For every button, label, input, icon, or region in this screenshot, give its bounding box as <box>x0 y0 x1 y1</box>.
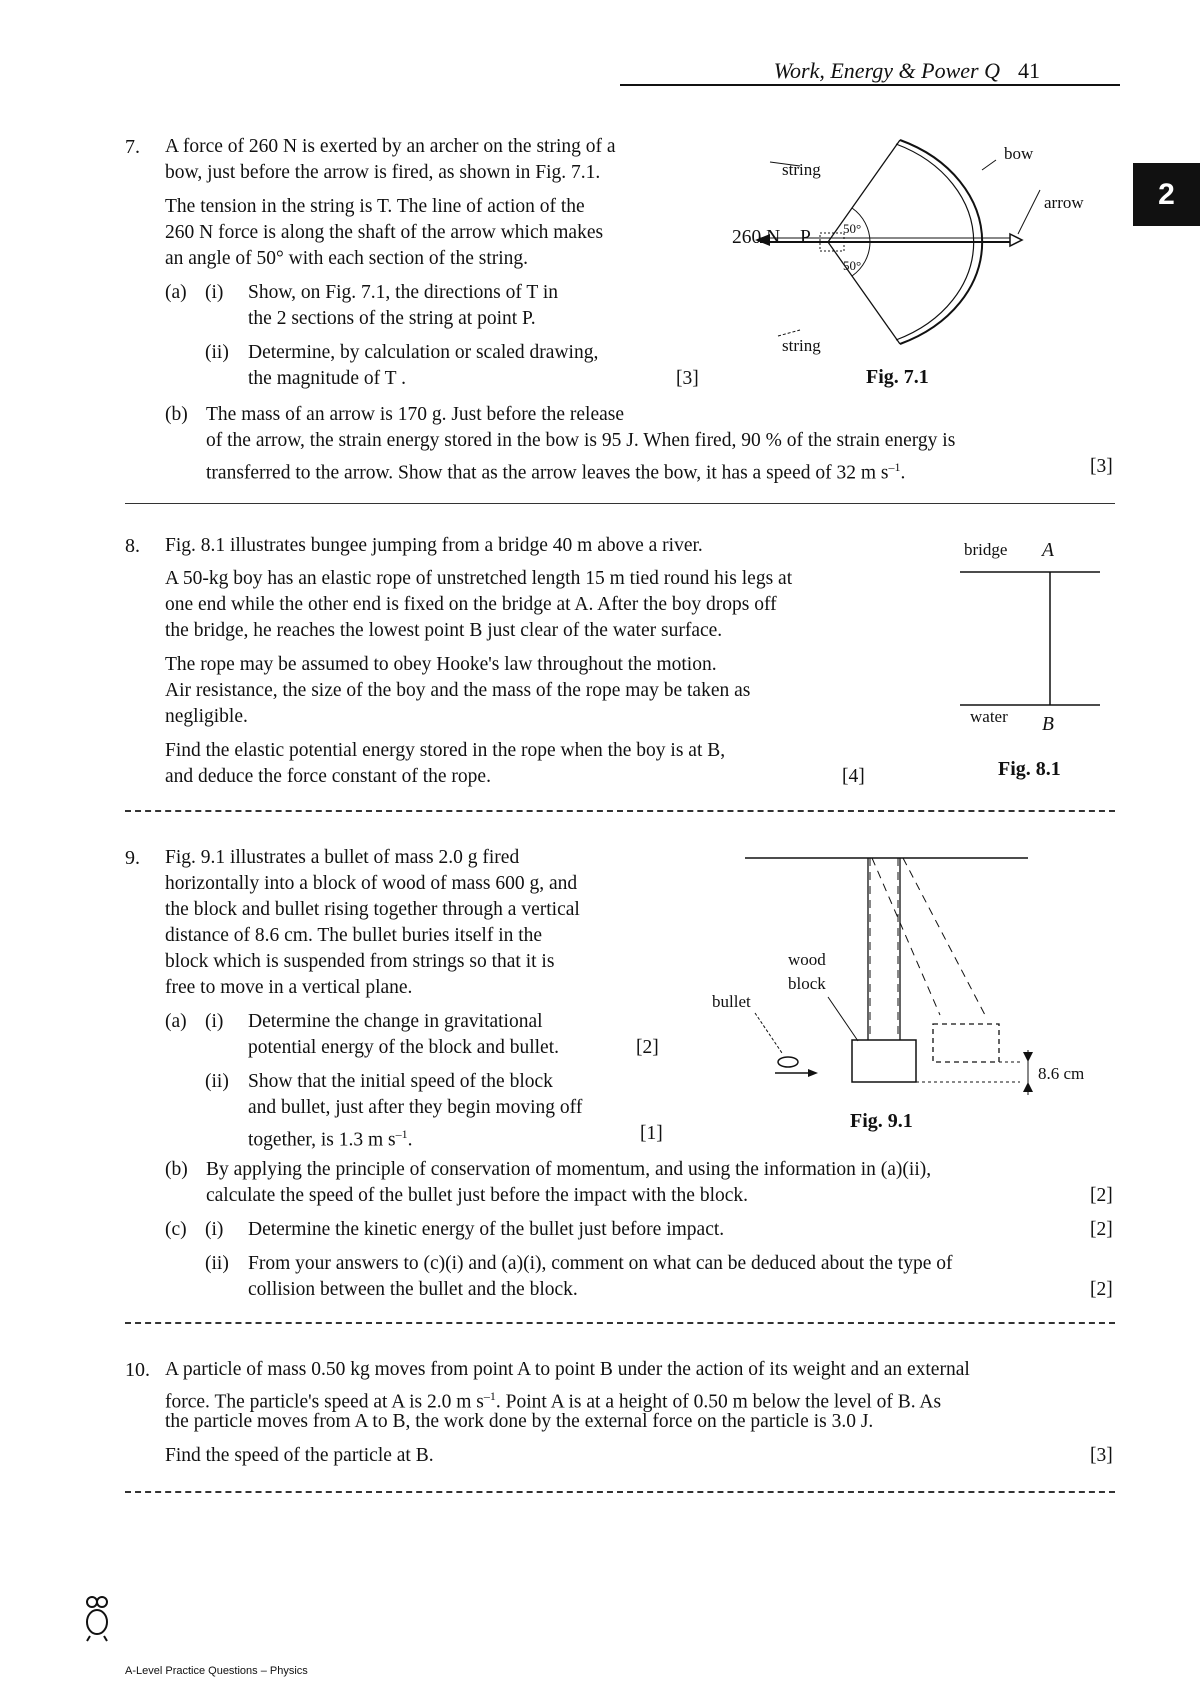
fig7-label-bow: bow <box>1004 144 1034 163</box>
fig8-label-a: A <box>1042 540 1054 561</box>
q7-line-2: bow, just before the arrow is fired, as shown in Fig. 7.1. <box>165 162 601 183</box>
q7-b-line-3: transferred to the arrow. Show that as the arrow leaves the bow, it has a speed of 32 m $s^{-1}$. <box>206 460 906 484</box>
q9-b-label: (b) <box>165 1159 188 1180</box>
page-number: 41 <box>1018 58 1040 83</box>
q9-line-4: distance of 8.6 cm. The bullet buries itself in the <box>165 925 543 946</box>
q7-b-line-2: of the arrow, the strain energy stored in the bow is 95 J. When fired, 90 % of the strain energy is <box>206 430 956 451</box>
q9-line-2: horizontally into a block of wood of mass 600 g, and <box>165 873 578 894</box>
q9-cii-line-1: From your answers to (c)(i) and (a)(i), comment on what can be deduced about the type of <box>248 1253 953 1274</box>
q7-aii-line-1: Determine, by calculation or scaled drawing, <box>248 342 599 363</box>
fig-8-1-caption: Fig. 8.1 <box>998 758 1061 780</box>
bullet-shape <box>778 1057 798 1067</box>
q8-line-1: Fig. 8.1 illustrates bungee jumping from a bridge 40 m above a river. <box>165 535 703 556</box>
q10-line-3: the particle moves from A to B, the work done by the external force on the particle is 3.0 J. <box>165 1411 874 1432</box>
string-displaced-left <box>872 858 940 1015</box>
q7-line-5: an angle of 50° with each section of the string. <box>165 248 529 269</box>
q7-a-label: (a) <box>165 282 187 303</box>
q7-a-marks: [3] <box>676 368 699 389</box>
q7-aii-label: (ii) <box>205 342 229 363</box>
q7-aii-line-2: the magnitude of T . <box>248 368 406 389</box>
q9-aii-line-1: Show that the initial speed of the block <box>248 1071 553 1092</box>
q9-ci-line: Determine the kinetic energy of the bullet just before impact. <box>248 1219 725 1240</box>
fig-9-1-caption: Fig. 9.1 <box>850 1110 913 1132</box>
q9-b-line-1: By applying the principle of conservation of momentum, and using the information in (a)(ii), <box>206 1159 932 1180</box>
q7-b-marks: [3] <box>1090 456 1113 477</box>
q9-b-line-2: calculate the speed of the bullet just before the impact with the block. <box>206 1185 749 1206</box>
q9-line-1: Fig. 9.1 illustrates a bullet of mass 2.0 g fired <box>165 847 520 868</box>
q10-marks: [3] <box>1090 1445 1113 1466</box>
q9-line-6: free to move in a vertical plane. <box>165 977 413 998</box>
q9-cii-label: (ii) <box>205 1253 229 1274</box>
q9-aii-line-3: together, is 1.3 m $s^{-1}$. <box>248 1127 413 1151</box>
fig9-label-block: block <box>788 974 826 993</box>
q9-ai-marks: [2] <box>636 1037 659 1058</box>
fig9-label-height: 8.6 cm <box>1038 1064 1085 1083</box>
fig7-label-force: 260 N <box>732 227 781 248</box>
wood-block <box>852 1040 916 1082</box>
q8-line-9: and deduce the force constant of the rope. <box>165 766 491 787</box>
q8-line-3: one end while the other end is fixed on the bridge at A. After the boy drops off <box>165 594 777 615</box>
fig-7-1-caption: Fig. 7.1 <box>866 366 929 388</box>
q7-b-line-1: The mass of an arrow is 170 g. Just before the release <box>206 404 625 425</box>
q8-line-4: the bridge, he reaches the lowest point B just clear of the water surface. <box>165 620 723 641</box>
q9-aii-label: (ii) <box>205 1071 229 1092</box>
fig7-label-point-p: P <box>800 227 811 248</box>
q9-b-marks: [2] <box>1090 1185 1113 1206</box>
q8-line-8: Find the elastic potential energy stored in the rope when the boy is at B, <box>165 740 726 761</box>
q7-line-4: 260 N force is along the shaft of the arrow which makes <box>165 222 604 243</box>
fig7-label-angle-2: 50° <box>843 258 862 273</box>
fig7-label-string-top: string <box>782 160 821 179</box>
q9-divider <box>125 1322 1115 1324</box>
fig7-label-string-bottom: string <box>782 336 821 355</box>
q7-line-1: A force of 260 N is exerted by an archer on the string of a <box>165 136 616 157</box>
q8-line-7: negligible. <box>165 706 248 727</box>
owl-logo-icon <box>82 1592 112 1642</box>
string-displaced-right <box>903 858 985 1015</box>
q7-ai-line-1: Show, on Fig. 7.1, the directions of T in <box>248 282 559 303</box>
q10-line-2: force. The particle's speed at A is 2.0 m $s^{-1}$. Point A is at a height of 0.50 m below the level of B. As <box>165 1389 942 1413</box>
running-header <box>774 58 1040 84</box>
q8-line-2: A 50-kg boy has an elastic rope of unstretched length 15 m tied round his legs at <box>165 568 793 589</box>
string-bottom-line <box>828 242 900 344</box>
q9-ci-marks: [2] <box>1090 1219 1113 1240</box>
q9-ai-line-2: potential energy of the block and bullet. <box>248 1037 560 1058</box>
fig8-label-water: water <box>970 707 1008 726</box>
q9-c-label: (c) <box>165 1219 187 1240</box>
q7-b-label: (b) <box>165 404 188 425</box>
wood-block-displaced <box>933 1024 999 1062</box>
q7-line-3: The tension in the string is T. The line of action of the <box>165 196 585 217</box>
q9-number: 9. <box>125 847 140 869</box>
q8-line-5: The rope may be assumed to obey Hooke's law throughout the motion. <box>165 654 717 675</box>
chapter-tab: 2 <box>1133 163 1200 226</box>
q10-line-1: A particle of mass 0.50 kg moves from point A to point B under the action of its weight and an external <box>165 1359 970 1380</box>
fig-9-1-diagram <box>700 845 1100 1095</box>
string-top-line <box>828 140 900 242</box>
header-rule <box>620 84 1120 86</box>
q9-line-3: the block and bullet rising together through a vertical <box>165 899 580 920</box>
q9-ai-label: (i) <box>205 1011 224 1032</box>
fig-7-1-diagram <box>700 130 1120 400</box>
arrow-tip <box>1010 234 1022 246</box>
q8-number: 8. <box>125 535 140 557</box>
q9-ci-label: (i) <box>205 1219 224 1240</box>
footer-text: A-Level Practice Questions – Physics <box>125 1665 308 1677</box>
q9-ai-line-1: Determine the change in gravitational <box>248 1011 543 1032</box>
q9-a-label: (a) <box>165 1011 187 1032</box>
fig8-label-bridge: bridge <box>964 540 1008 559</box>
fig8-label-b: B <box>1042 714 1054 735</box>
fig9-label-bullet: bullet <box>712 992 751 1011</box>
q8-marks: [4] <box>842 766 865 787</box>
q10-divider <box>125 1491 1115 1493</box>
fig7-label-arrow: arrow <box>1044 193 1084 212</box>
q7-divider <box>125 503 1115 504</box>
fig-8-1-diagram <box>955 560 1105 720</box>
fig7-label-angle-1: 50° <box>843 221 862 236</box>
q8-line-6: Air resistance, the size of the boy and the mass of the rope may be taken as <box>165 680 751 701</box>
q7-ai-label: (i) <box>205 282 224 303</box>
q9-cii-marks: [2] <box>1090 1279 1113 1300</box>
q10-number: 10. <box>125 1359 150 1381</box>
q8-divider <box>125 810 1115 812</box>
q7-number: 7. <box>125 136 140 158</box>
q9-aii-line-2: and bullet, just after they begin moving off <box>248 1097 583 1118</box>
q9-cii-line-2: collision between the bullet and the block. <box>248 1279 578 1300</box>
q9-aii-marks: [1] <box>640 1123 663 1144</box>
q7-ai-line-2: the 2 sections of the string at point P. <box>248 308 536 329</box>
q9-line-5: block which is suspended from strings so that it is <box>165 951 555 972</box>
fig9-label-wood: wood <box>788 950 826 969</box>
q10-line-4: Find the speed of the particle at B. <box>165 1445 434 1466</box>
header-title: Work, Energy & Power Q <box>773 58 1000 83</box>
